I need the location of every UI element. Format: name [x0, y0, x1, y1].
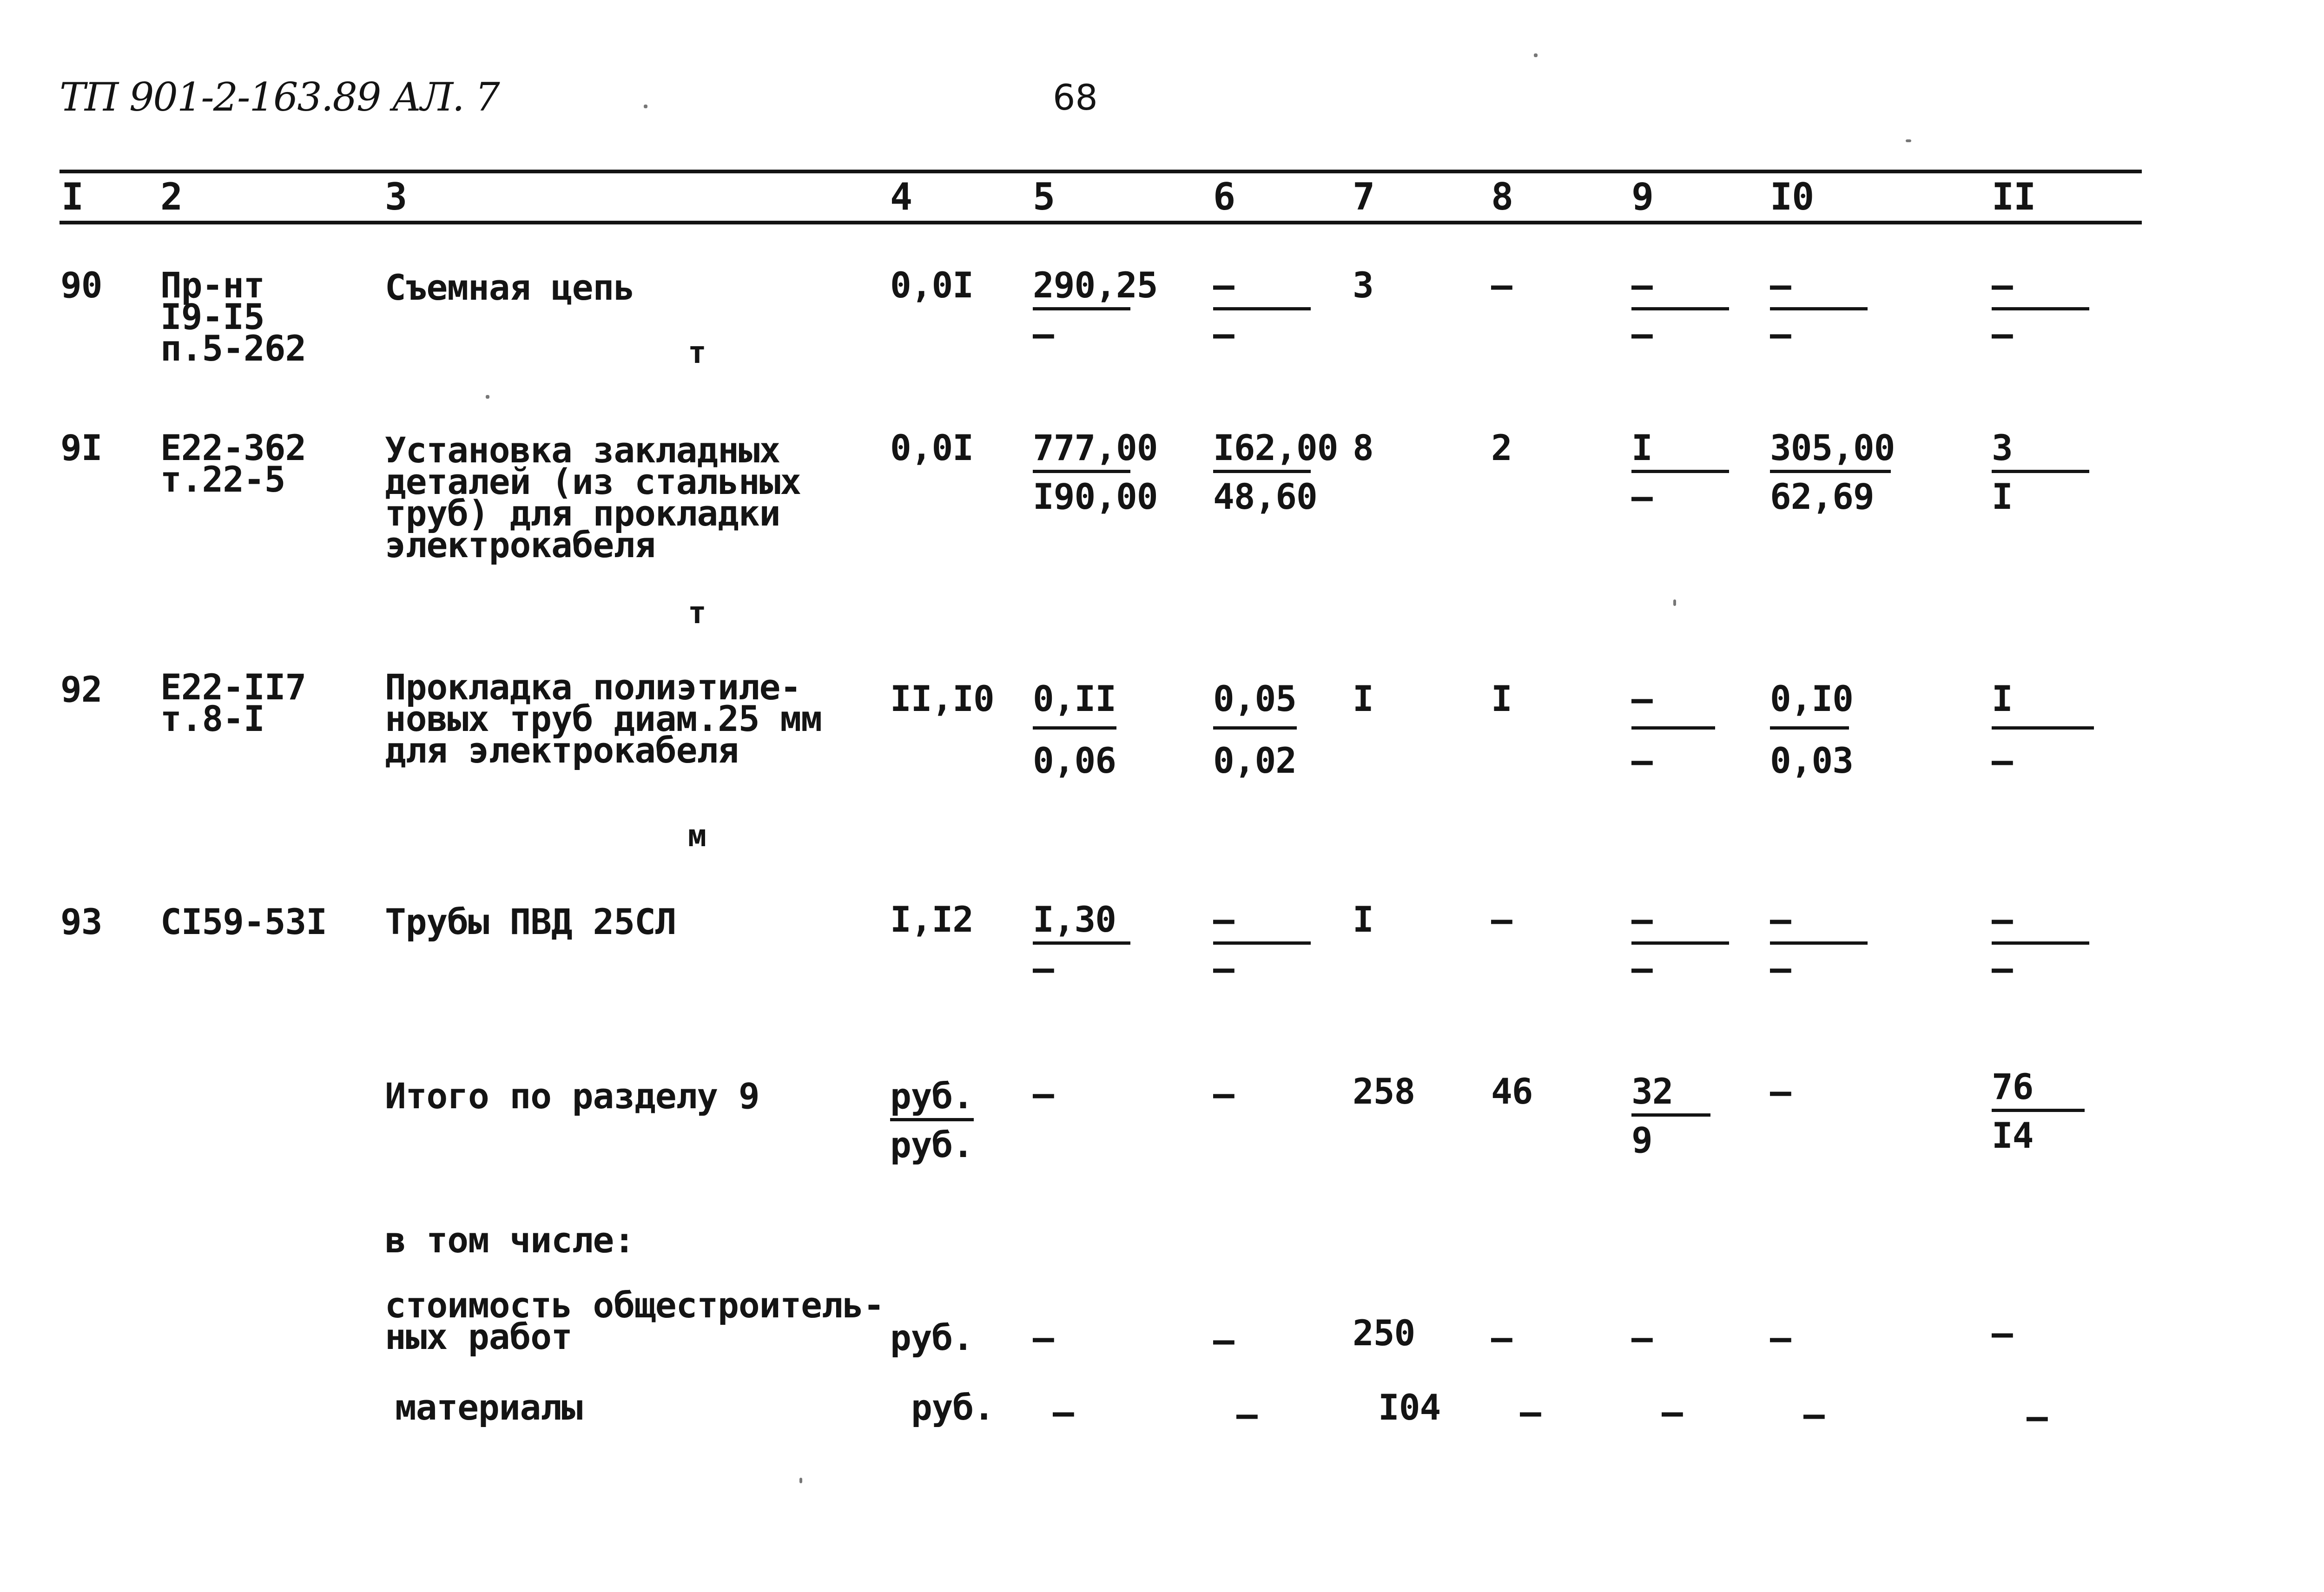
sub-col11: – — [1992, 1312, 2013, 1354]
total-wage: I — [1491, 678, 1512, 719]
work-name: Установка закладных деталей (из стальных труб) для прокладки электрокабеля — [385, 429, 801, 566]
row-number: 90 — [60, 264, 102, 306]
col-header-1: I — [61, 175, 84, 218]
quantity: 0,0I — [890, 264, 974, 306]
labor-fraction: 305,00 62,69 — [1770, 427, 1895, 517]
labor-total-fraction: – – — [1992, 901, 2089, 987]
total-cost: 8 — [1353, 427, 1373, 468]
col-header-6: 6 — [1213, 175, 1235, 218]
total-cost: I — [1353, 899, 1373, 940]
norm-code: Е22-362 т.22-5 — [160, 427, 306, 500]
labor-fraction: 0,I0 0,03 — [1770, 678, 1854, 781]
including-label: в том числе: — [385, 1219, 635, 1261]
unit-wage-fraction: I62,00 48,60 — [1213, 427, 1338, 517]
total-unit-fraction: руб. руб. — [890, 1075, 974, 1165]
col-header-8: 8 — [1491, 175, 1513, 218]
sub-col8: – — [1520, 1391, 1541, 1433]
scan-speck — [1534, 53, 1538, 57]
col-header-11: II — [1992, 175, 2036, 218]
labor-total-fraction: – – — [1992, 267, 2089, 352]
col-header-10: I0 — [1770, 175, 1814, 218]
table-header-rule — [59, 221, 2142, 224]
work-name: Прокладка полиэтиле- новых труб диам.25 мм для электрокабеля — [385, 666, 822, 771]
unit-wage-fraction: – – — [1213, 901, 1311, 987]
machine-fraction: I – — [1631, 430, 1729, 515]
sub-col6: – — [1213, 1319, 1234, 1361]
machine-fraction: – – — [1631, 901, 1729, 987]
document-code: ТП 901-2-163.89 АЛ. 7 — [59, 74, 499, 120]
machine-fraction: – – — [1631, 681, 1715, 779]
sub-col8: – — [1491, 1317, 1512, 1358]
norm-code: СI59-53I — [160, 901, 327, 942]
norm-code: Е22-II7 т.8-I — [160, 666, 306, 739]
unit-wage-fraction: 0,05 0,02 — [1213, 678, 1297, 781]
row-number: 92 — [60, 669, 102, 710]
total-cost: 3 — [1353, 264, 1373, 306]
total-col11-fraction: 76 I4 — [1992, 1069, 2085, 1154]
quantity: I,I2 — [890, 899, 974, 940]
unit-cost-fraction: 290,25 – — [1033, 264, 1158, 355]
work-name: Съемная цепь — [385, 267, 635, 308]
sub-col11: – — [2027, 1396, 2047, 1437]
col-header-7: 7 — [1353, 175, 1375, 218]
row-number: 93 — [60, 901, 102, 942]
unit-of-measure: т — [688, 595, 706, 631]
total-col6: – — [1213, 1073, 1234, 1114]
unit-cost-fraction: I,30 – — [1033, 901, 1130, 987]
sub-col7: I04 — [1378, 1387, 1441, 1428]
col-header-4: 4 — [890, 175, 912, 218]
page-number: 68 — [1053, 77, 1098, 118]
sub-unit: руб. — [911, 1387, 995, 1428]
total-col8: 46 — [1491, 1071, 1533, 1112]
labor-total-fraction: 3 I — [1992, 430, 2089, 515]
unit-of-measure: м — [688, 818, 706, 854]
total-wage: – — [1491, 264, 1512, 306]
scan-speck — [799, 1478, 802, 1483]
total-label: Итого по разделу 9 — [385, 1075, 759, 1117]
labor-fraction: – – — [1770, 267, 1868, 352]
scan-speck — [486, 395, 489, 399]
sub-label: материалы — [395, 1387, 582, 1428]
scan-speck — [644, 105, 647, 108]
unit-cost-fraction: 0,II 0,06 — [1033, 678, 1116, 781]
sub-col5: – — [1033, 1317, 1054, 1358]
total-wage: 2 — [1491, 427, 1512, 468]
norm-code: Пр-нт I9-I5 п.5-262 — [160, 264, 306, 369]
total-col5: – — [1033, 1073, 1054, 1114]
quantity: II,I0 — [890, 678, 994, 719]
work-name: Трубы ПВД 25СЛ — [385, 901, 676, 942]
total-wage: – — [1491, 899, 1512, 940]
scan-speck — [1906, 139, 1911, 142]
col-header-2: 2 — [160, 175, 183, 218]
unit-wage-fraction: – – — [1213, 267, 1311, 352]
unit-cost-fraction: 777,00 I90,00 — [1033, 427, 1158, 517]
sub-col10: – — [1770, 1317, 1791, 1358]
scan-speck — [1673, 599, 1676, 606]
row-number: 9I — [60, 427, 102, 468]
sub-col9: – — [1662, 1391, 1683, 1433]
sub-col6: – — [1236, 1394, 1257, 1435]
total-col9-fraction: 32 9 — [1631, 1073, 1710, 1158]
sub-col10: – — [1803, 1394, 1824, 1435]
labor-total-fraction: I – — [1992, 681, 2094, 779]
col-header-5: 5 — [1033, 175, 1055, 218]
total-cost: I — [1353, 678, 1373, 719]
total-col10: – — [1770, 1071, 1791, 1112]
labor-fraction: – – — [1770, 901, 1868, 987]
sub-unit: руб. — [890, 1317, 974, 1358]
quantity: 0,0I — [890, 427, 974, 468]
sub-col7: 250 — [1353, 1312, 1415, 1354]
col-header-3: 3 — [385, 175, 407, 218]
unit-of-measure: т — [688, 335, 706, 370]
table-top-rule — [59, 170, 2142, 173]
total-col7: 258 — [1353, 1071, 1415, 1112]
sub-col9: – — [1631, 1317, 1652, 1358]
col-header-9: 9 — [1631, 175, 1654, 218]
machine-fraction: – – — [1631, 267, 1729, 352]
sub-label: стоимость общестроитель- ных работ — [385, 1284, 885, 1357]
sub-col5: – — [1053, 1391, 1074, 1433]
